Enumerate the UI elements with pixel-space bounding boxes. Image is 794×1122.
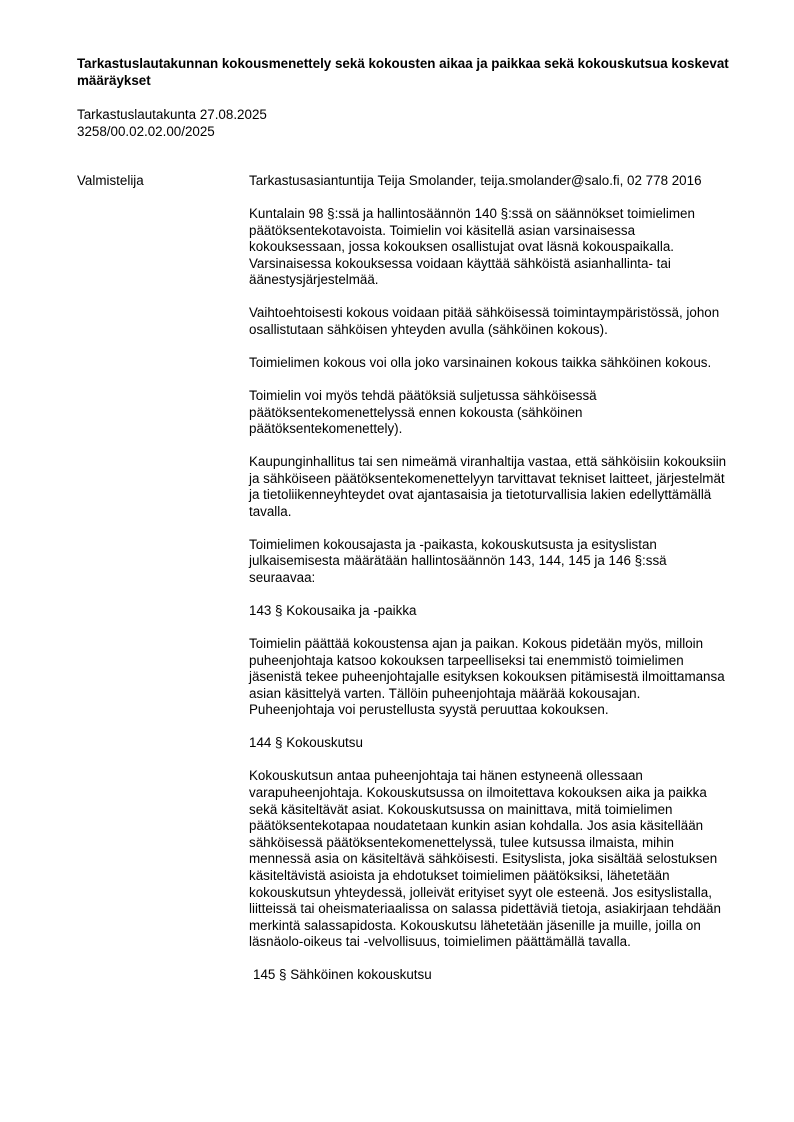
body-paragraph: Kokouskutsun antaa puheenjohtaja tai hänen estyneenä ollessaan varapuheenjohtaja. Kokouskutsussa on ilmoitettava kokouksen aika ja paikka sekä käsiteltävät asiat. Kokouskutsussa on mainittava, mitä toimielimen päätöksentekotapaa noudatetaan kunkin asian kohdalla. Jos asia käsitellään sähköisessä päätöksentekomenettelyssä, tulee kutsussa ilmaista, mihin mennessä asia on käsiteltävä sähköisesti. Esityslista, joka sisältää selostuksen käsiteltävistä asioista ja ehdotukset toimielimen päätöksiksi, lähetetään kokouskutsun yhteydessä, jolleivät erityiset syyt ole esteenä. Jos esityslistalla, liitteissä tai oheismateriaalissa on salassa pidettäviä tietoja, asiakirjaan tehdään merkintä salassapidosta. Kokouskutsu lähetetään jäsenille ja muille, joilla on läsnäolo-oikeus tai -velvollisuus, toimielimen päättämällä tavalla. <box>249 768 721 950</box>
body-paragraph: Kuntalain 98 §:ssä ja hallintosäännön 140 §:ssä on säännökset toimielimen päätöksentekotavoista. Toimielin voi käsitellä asian varsinaisessa kokouksessaan, jossa kokouksen osallistujat ovat läsnä kokouspaikalla. Varsinaisessa kokouksessa voidaan käyttää sähköistä asianhallinta- tai äänestysjärjestelmää. <box>249 205 695 288</box>
record-id: 3258/00.02.02.00/2025 <box>77 123 215 139</box>
document-meta <box>77 107 477 140</box>
body-paragraph: Toimielin päättää kokoustensa ajan ja paikan. Kokous pidetään myös, milloin puheenjohtaja katsoo kokouksen tarpeelliseksi tai enemmistö toimielimen jäsenistä tekee puheenjohtajalle esityksen kokouksen pitämisestä ilmoittamansa asian käsittelyä varten. Tällöin puheenjohtaja määrää kokousajan. Puheenjohtaja voi perustellusta syystä peruuttaa kokouksen. <box>249 636 725 718</box>
body-paragraph: Kaupunginhallitus tai sen nimeämä viranhaltija vastaa, että sähköisiin kokouksiin ja sähköiseen päätöksentekomenettelyyn tarvittavat tekniset laitteet, järjestelmät ja tietoliikenneyhteydet ovat ajantasaisia ja tietoturvallisia lakien edellyttämällä tavalla. <box>249 454 727 519</box>
meeting-body-date: Tarkastuslautakunta 27.08.2025 <box>77 107 267 122</box>
section-heading-144: 144 § Kokouskutsu <box>249 735 363 751</box>
preparer-label: Valmistelija <box>77 173 144 188</box>
section-heading-143: 143 § Kokousaika ja -paikka <box>249 603 417 619</box>
preparer-contact: Tarkastusasiantuntija Teija Smolander, teija.smolander@salo.fi, 02 778 2016 <box>249 173 702 188</box>
document-body <box>249 173 729 1000</box>
body-paragraph: Vaihtoehtoisesti kokous voidaan pitää sähköisessä toimintaympäristössä, johon osallistutaan sähköisen yhteyden avulla (sähköinen kokous). <box>249 305 720 337</box>
section-heading-145: 145 § Sähköinen kokouskutsu <box>253 967 432 983</box>
body-paragraph: Toimielimen kokousajasta ja -paikasta, kokouskutsusta ja esityslistan julkaisemisesta määrätään hallintosäännön 143, 144, 145 ja 146 §:ssä seuraavaa: <box>249 536 667 586</box>
body-paragraph: Toimielin voi myös tehdä päätöksiä suljetussa sähköisessä päätöksentekomenettelyssä ennen kokousta (sähköinen päätöksentekomenettely). <box>249 387 597 437</box>
document-title: Tarkastuslautakunnan kokousmenettely sekä kokousten aikaa ja paikkaa sekä kokouskutsua koskevat määräykset <box>77 56 729 88</box>
body-paragraph: Toimielimen kokous voi olla joko varsinainen kokous taikka sähköinen kokous. <box>249 354 712 370</box>
